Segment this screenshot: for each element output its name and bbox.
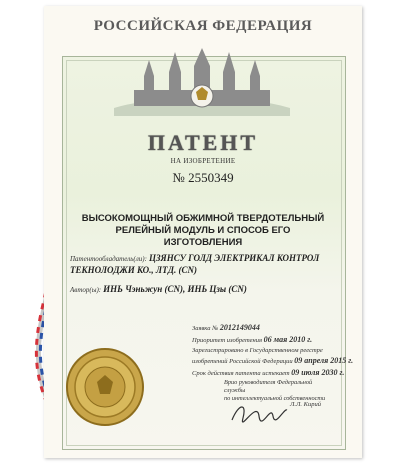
signatory-name: Л.Л. Кирий <box>290 401 321 408</box>
patent-certificate <box>44 6 362 458</box>
application-number: Заявка № 2012149044 <box>192 323 260 332</box>
holder-label: Патентообладатель(ли): <box>70 255 147 263</box>
expiry-date: Срок действия патента истекает 09 июля 2030 г. <box>192 368 345 377</box>
signature-icon <box>229 398 289 426</box>
author-value: ИНЬ Чэньжун (CN), ИНЬ Цзы (CN) <box>103 284 247 294</box>
invention-title: ВЫСОКОМОЩНЫЙ ОБЖИМНОЙ ТВЕРДОТЕЛЬНЫЙ РЕЛЕЙНЫЙ МОДУЛЬ И СПОСОБ ЕГО ИЗГОТОВЛЕНИЯ <box>81 213 325 248</box>
country-heading: РОССИЙСКАЯ ФЕДЕРАЦИЯ <box>93 18 313 34</box>
registered-line1: Зарегистрировано в Государственном реестре <box>192 347 323 354</box>
patent-number: № 2550349 <box>172 170 234 185</box>
authors <box>70 284 340 296</box>
signatory-title: Врио руководителя Федеральной службы по интеллектуальной собственности <box>224 379 326 402</box>
gold-seal-icon <box>64 346 146 428</box>
document-subtitle: НА ИЗОБРЕТЕНИЕ <box>170 157 236 165</box>
author-label: Автор(ы): <box>70 286 102 294</box>
registered-line2: изобретений Российской Федерации 09 апреля 2015 г. <box>192 356 354 365</box>
kremlin-emblem-icon <box>114 46 290 116</box>
holder-value: ЦЗЯНСУ ГОЛД ЭЛЕКТРИКАЛ КОНТРОЛ ТЕКНОЛОДЖИ КО., ЛТД. (CN) <box>70 253 320 275</box>
priority-date: Приоритет изобретения 06 мая 2010 г. <box>192 335 313 344</box>
document-title: ПАТЕНТ <box>147 130 259 155</box>
patent-holder <box>70 253 340 276</box>
